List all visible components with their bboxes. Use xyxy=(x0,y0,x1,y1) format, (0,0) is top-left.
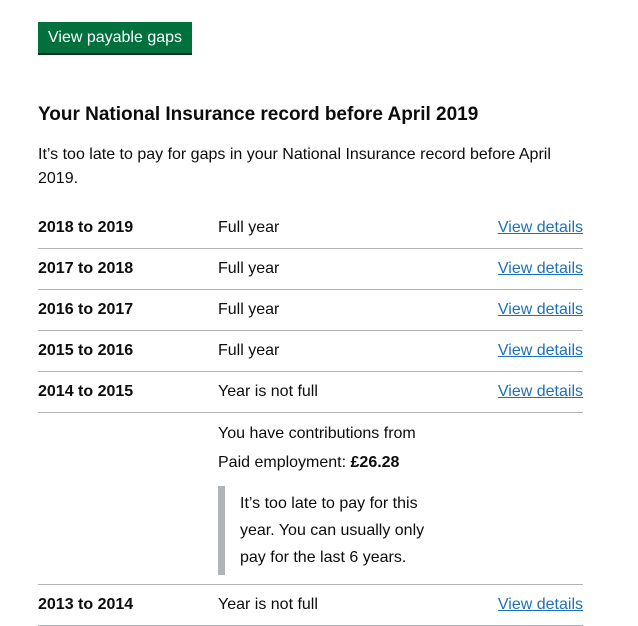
table-row-2017-2018 xyxy=(38,249,583,290)
year-status: Full year xyxy=(218,301,280,318)
tax-year-label: 2016 to 2017 xyxy=(38,301,134,318)
year-status: Full year xyxy=(218,342,280,359)
tax-year-label: 2014 to 2015 xyxy=(38,383,134,400)
table-row-2013-2014 xyxy=(38,585,583,626)
year-status: Year is not full xyxy=(218,596,318,613)
table-row-2015-2016 xyxy=(38,331,583,372)
year-status: Year is not full xyxy=(218,383,318,400)
expanded-year-detail-2014-2015 xyxy=(38,413,583,585)
contributions-intro-text: You have contributions from xyxy=(218,425,416,442)
paid-employment-label: Paid employment: xyxy=(218,454,351,471)
ni-record-table xyxy=(38,208,583,626)
view-payable-gaps-button[interactable]: View payable gaps xyxy=(38,22,192,53)
view-details-link[interactable]: View details xyxy=(497,596,583,613)
table-row-2014-2015 xyxy=(38,372,583,413)
view-details-link[interactable]: View details xyxy=(497,260,583,277)
view-details-link[interactable]: View details xyxy=(497,383,583,400)
button-row xyxy=(38,22,583,53)
too-late-inset-text xyxy=(218,486,583,575)
section-heading: Your National Insurance record before April 2019 xyxy=(38,104,479,125)
view-details-link[interactable]: View details xyxy=(497,301,583,318)
tax-year-label: 2018 to 2019 xyxy=(38,219,134,236)
year-status: Full year xyxy=(218,260,280,277)
table-row-2016-2017 xyxy=(38,290,583,331)
section-intro-text: It’s too late to pay for gaps in your National Insurance record before April 2019. xyxy=(38,146,551,187)
too-late-inset-text-body: It’s too late to pay for this year. You can usually only pay for the last 6 years. xyxy=(240,495,425,566)
view-details-link[interactable]: View details xyxy=(497,342,583,359)
view-details-link[interactable]: View details xyxy=(497,219,583,236)
table-row-2018-2019 xyxy=(38,208,583,249)
ni-record-section xyxy=(38,22,583,626)
paid-employment-line xyxy=(218,455,583,471)
tax-year-label: 2017 to 2018 xyxy=(38,260,134,277)
tax-year-label: 2015 to 2016 xyxy=(38,342,134,359)
tax-year-label: 2013 to 2014 xyxy=(38,596,134,613)
paid-employment-amount: £26.28 xyxy=(350,454,400,471)
year-status: Full year xyxy=(218,219,280,236)
